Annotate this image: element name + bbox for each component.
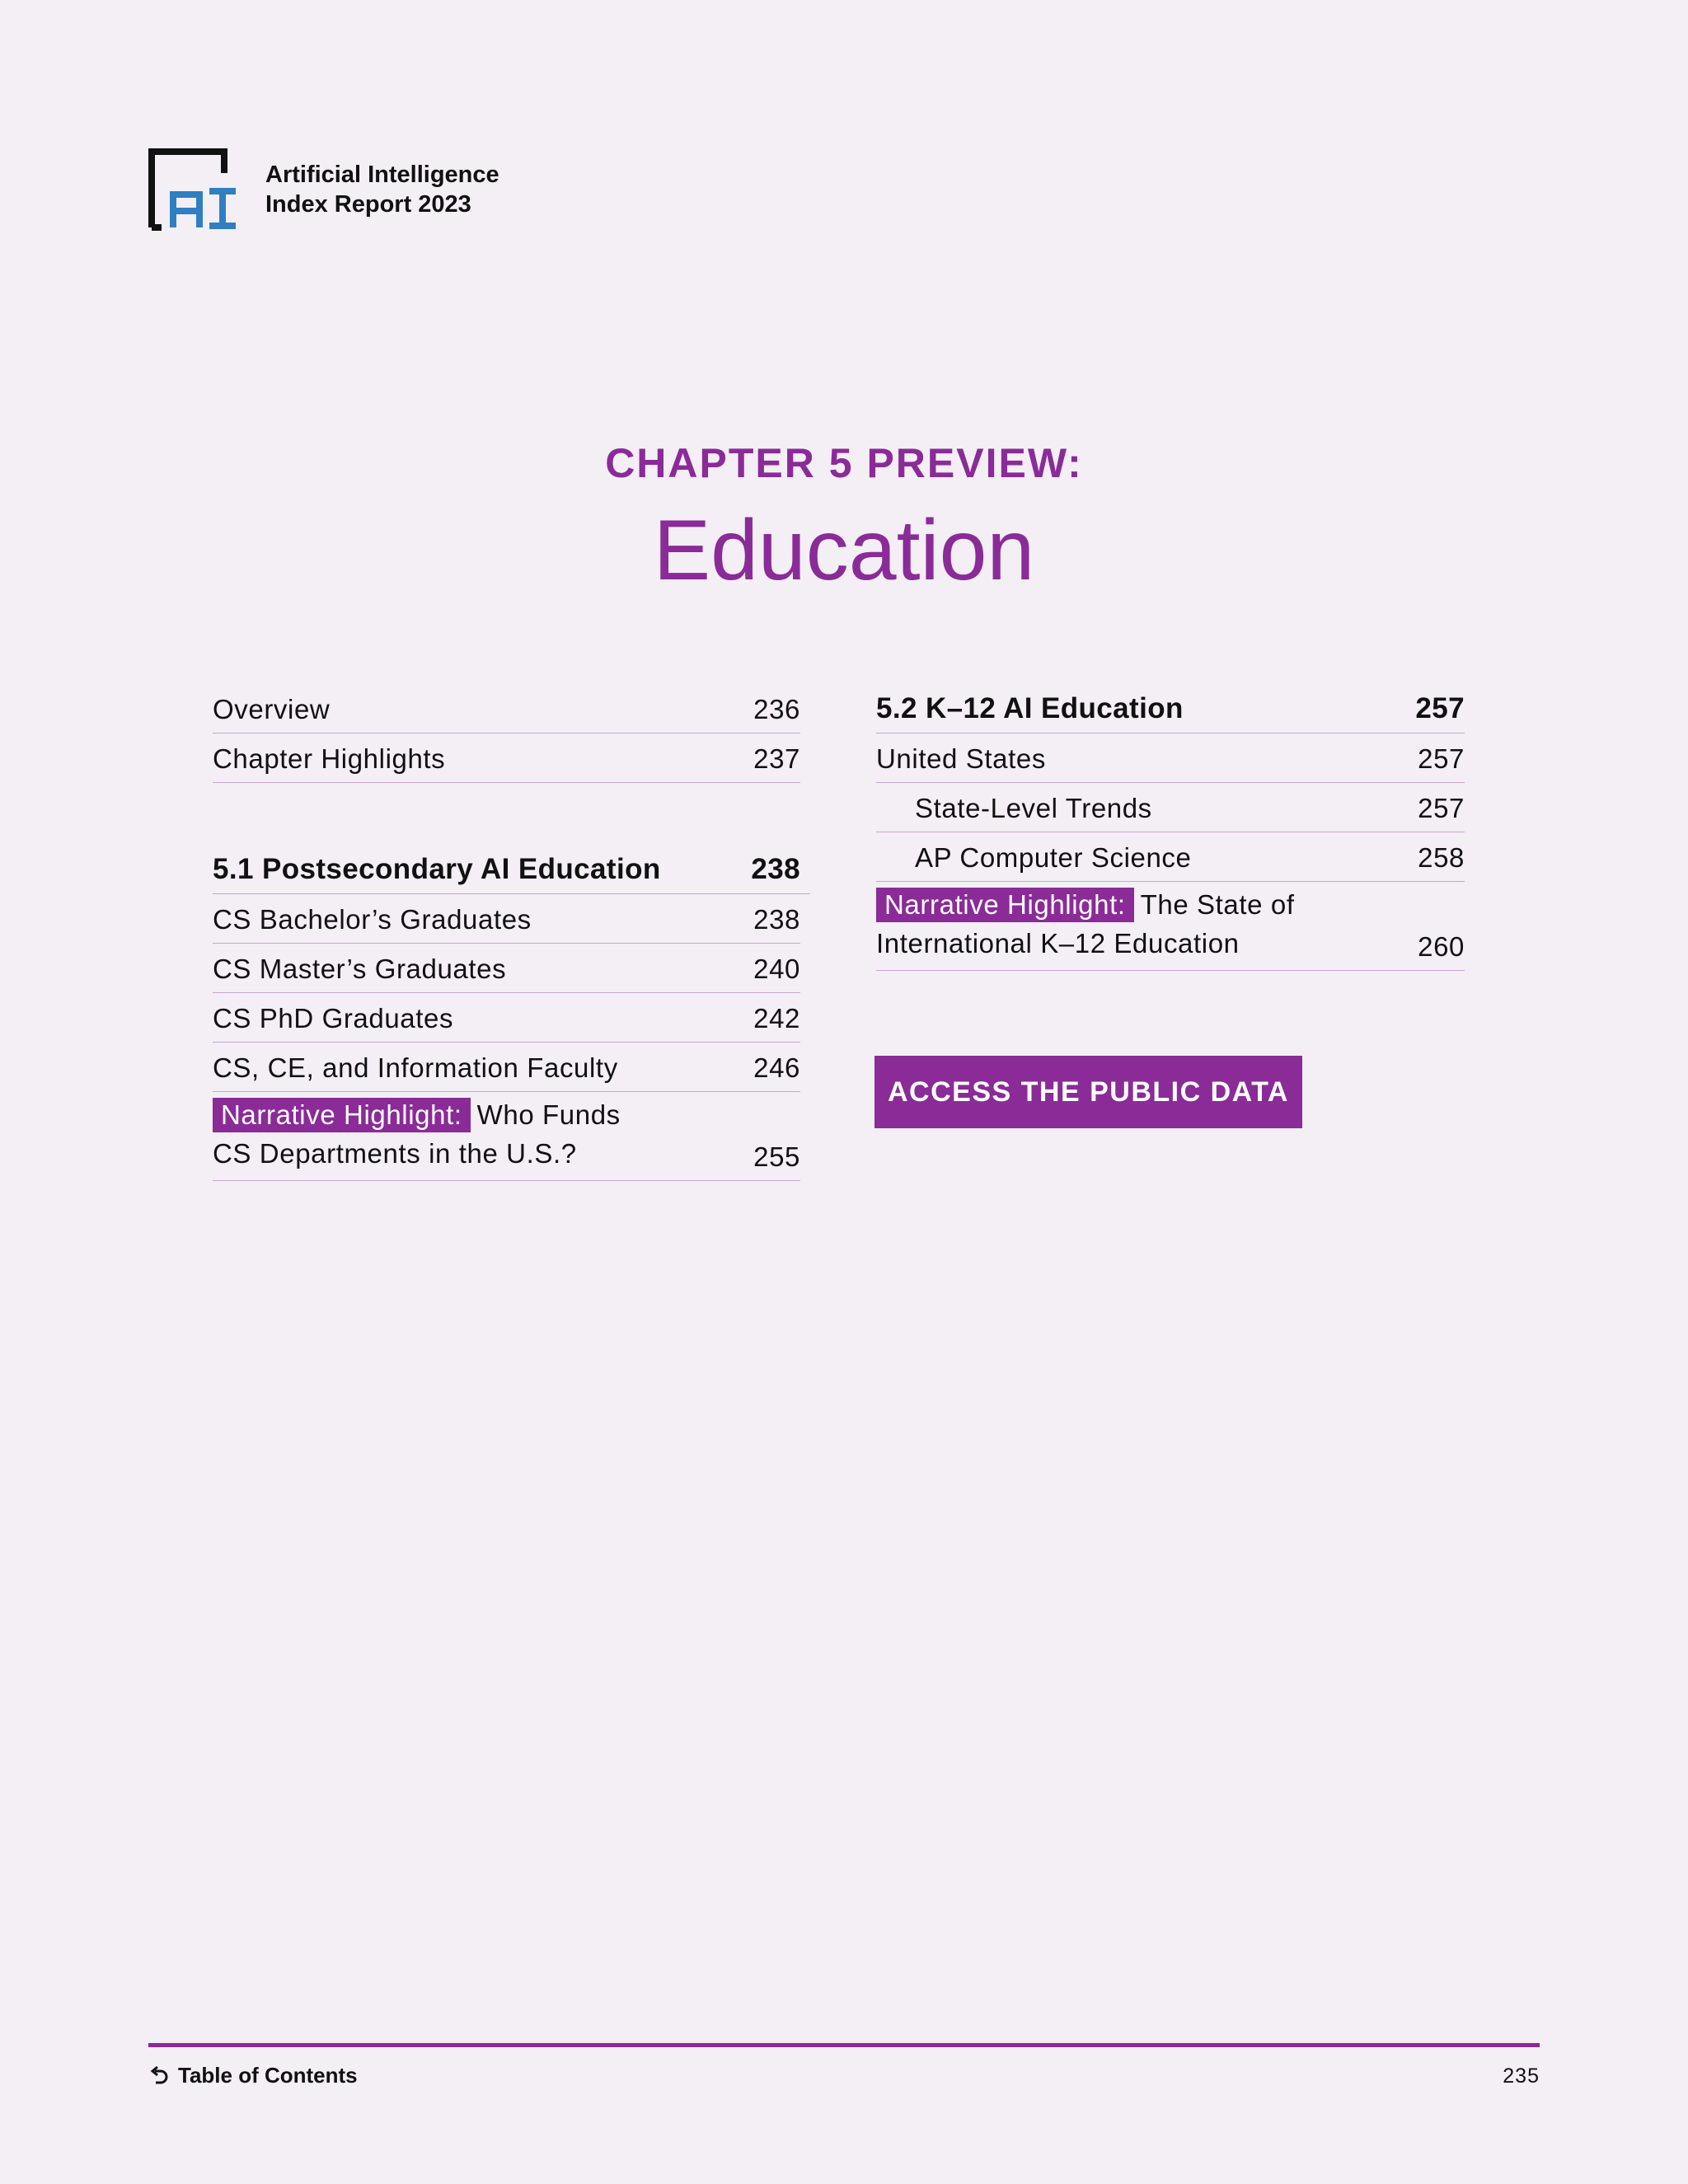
toc-entry-label: State-Level Trends [915,793,1152,823]
toc-section-label: 5.1 Postsecondary AI Education [213,853,661,885]
toc-entry-label: AP Computer Science [915,842,1192,873]
toc-entry-page: 236 [753,694,800,724]
toc-left-column [213,684,800,1181]
toc-entry-chapter-highlights[interactable] [213,733,800,783]
report-name [265,160,499,219]
toc-entry-label [213,1095,621,1173]
toc-entry-page: 238 [753,904,800,935]
toc-section-5-2[interactable] [876,684,1465,733]
toc-entry-page: 260 [1418,931,1465,962]
narrative-line2: CS Departments in the U.S.? [213,1138,577,1169]
toc-entry-narrative-highlight[interactable] [213,1092,800,1181]
toc-entry-page: 257 [1418,793,1465,823]
toc-section-5-1[interactable] [213,845,810,894]
toc-entry-label: CS Master’s Graduates [213,954,507,984]
page-number: 235 [1503,2064,1540,2088]
narrative-highlight-tag: Narrative Highlight: [213,1098,471,1132]
toc-entry[interactable] [213,993,800,1043]
return-arrow-icon [148,2065,170,2087]
toc-entry-page: 255 [753,1141,800,1172]
toc-subentry[interactable] [876,832,1465,882]
toc-entry[interactable] [213,944,800,993]
toc-entry-label: United States [876,743,1046,774]
report-name-line1: Artificial Intelligence [265,162,499,188]
toc-entry-label: Chapter Highlights [213,743,446,774]
toc-entry-page: 257 [1418,743,1465,774]
spacer [213,783,800,845]
narrative-highlight-tag: Narrative Highlight: [876,888,1134,922]
narrative-line2: International K–12 Education [876,928,1240,958]
toc-entry-label: CS PhD Graduates [213,1003,454,1033]
toc-entry-page: 258 [1418,842,1465,873]
toc-section-label: 5.2 K–12 AI Education [876,692,1184,724]
access-public-data-button[interactable]: ACCESS THE PUBLIC DATA [874,1056,1302,1128]
toc-entry-narrative-highlight[interactable] [876,882,1465,971]
report-logo [148,148,499,231]
table-of-contents-label: Table of Contents [178,2063,358,2088]
toc-right-column [876,684,1465,971]
narrative-line1: Who Funds [476,1099,621,1130]
toc-entry-page: 237 [753,743,800,774]
table-of-contents-link[interactable] [148,2063,358,2088]
chapter-title: Education [653,503,1035,598]
toc-section-page: 238 [751,853,800,885]
chapter-label: CHAPTER 5 PREVIEW: [605,440,1083,486]
narrative-line1: The State of [1140,889,1295,920]
toc-entry-label: CS Bachelor’s Graduates [213,904,532,935]
toc-entry[interactable] [876,733,1465,783]
footer-divider [148,2043,1540,2047]
report-name-line2: Index Report 2023 [265,191,471,218]
toc-entry-label: Overview [213,694,331,724]
toc-entry-page: 242 [753,1003,800,1033]
toc-section-page: 257 [1415,692,1465,724]
toc-entry-overview[interactable] [213,684,800,733]
toc-entry-label [876,885,1295,963]
ai-index-logo-icon [148,148,239,231]
toc-subentry[interactable] [876,783,1465,832]
toc-entry[interactable] [213,894,800,944]
toc-entry-page: 240 [753,954,800,984]
toc-entry-label: CS, CE, and Information Faculty [213,1052,618,1083]
toc-entry[interactable] [213,1043,800,1092]
toc-entry-page: 246 [753,1052,800,1083]
